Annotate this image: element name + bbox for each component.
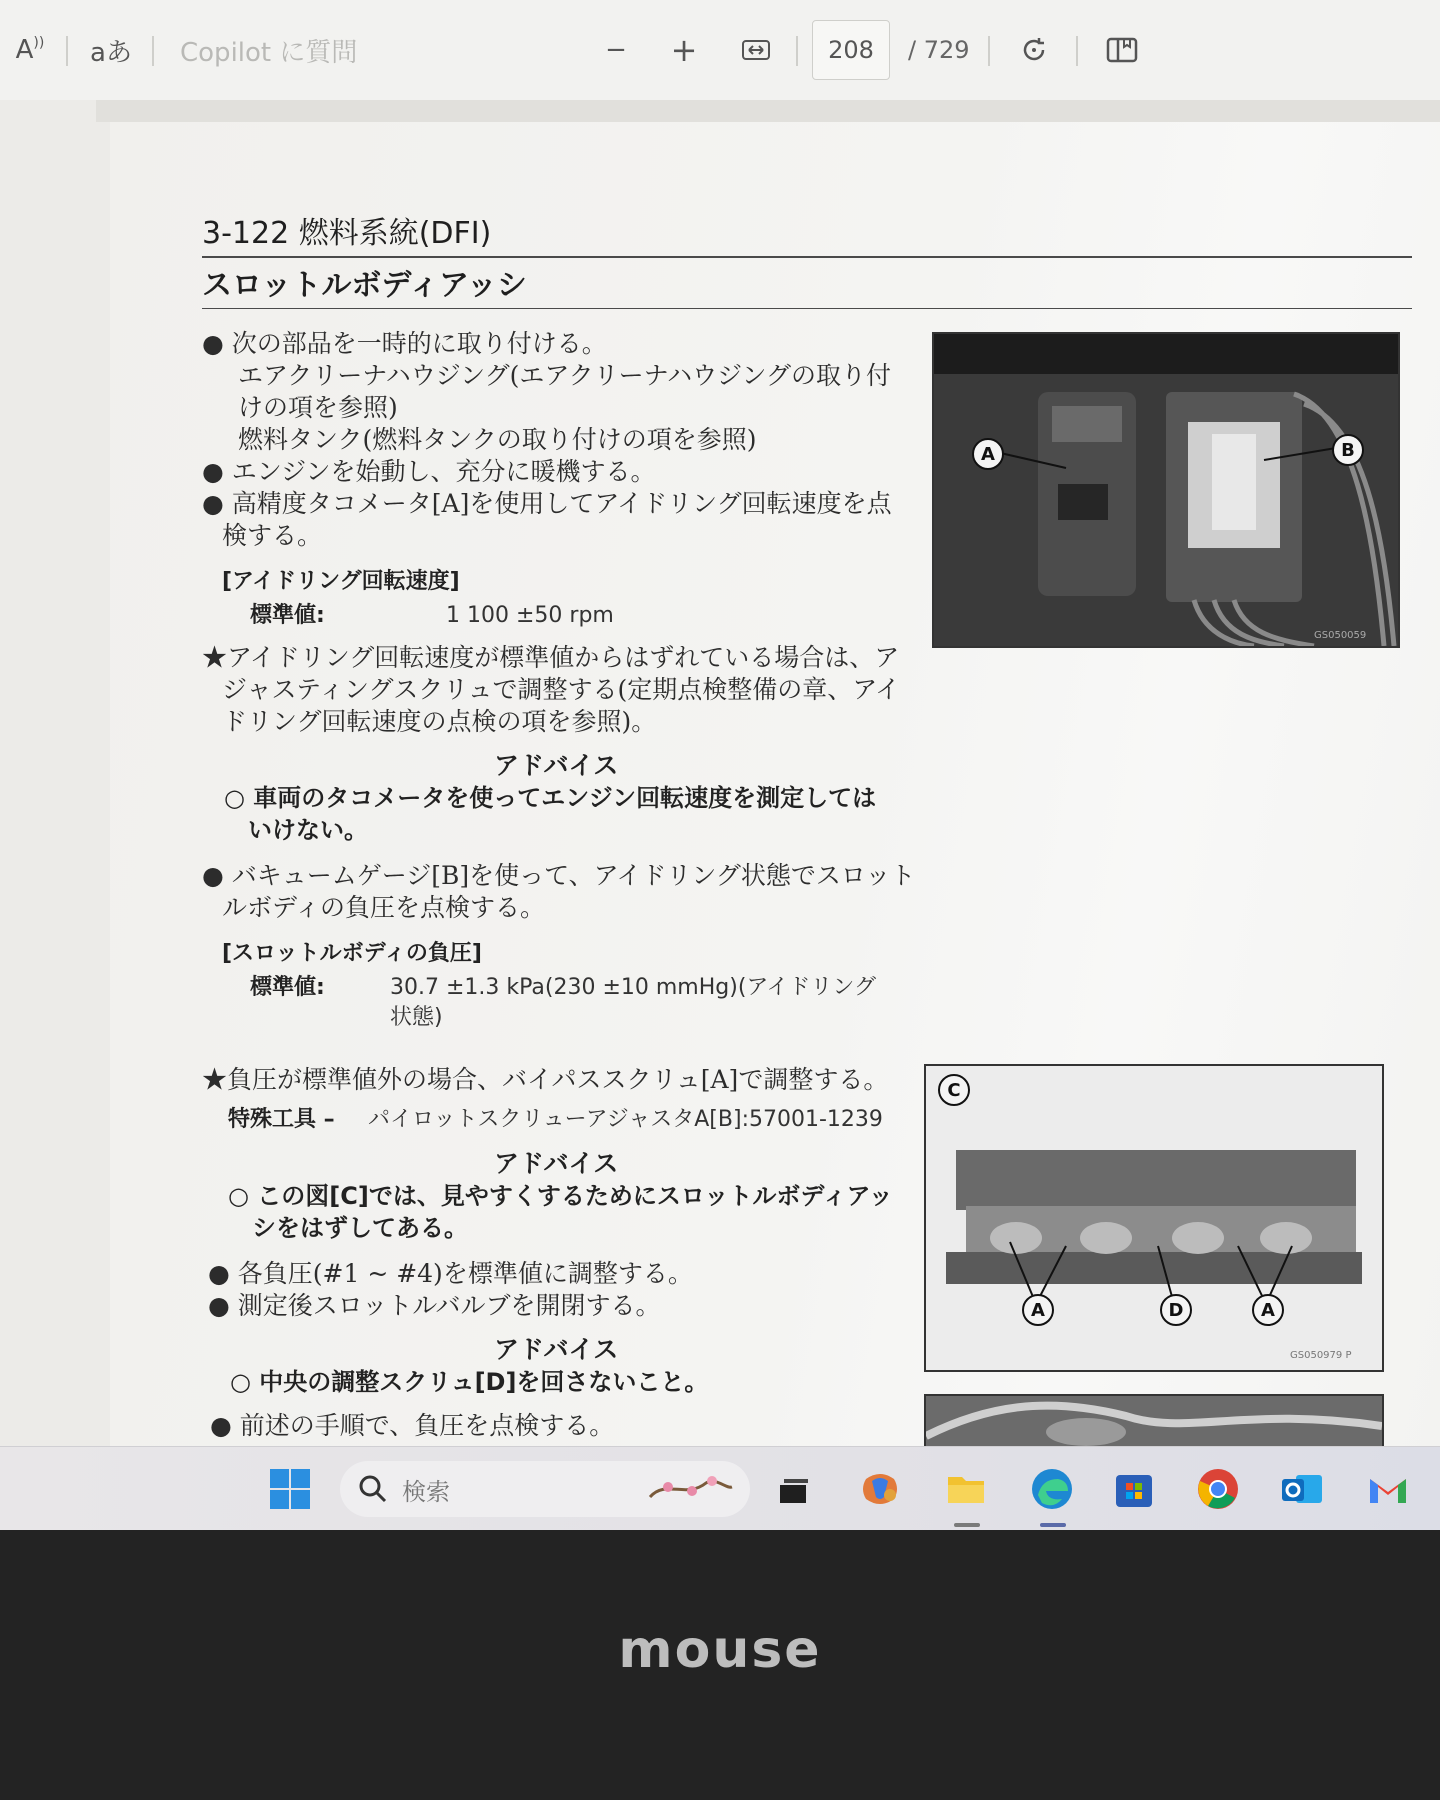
toolbar-divider: [152, 36, 154, 66]
start-button[interactable]: [266, 1465, 314, 1513]
advice-line: ○ この図[C]では、見やすくするためにスロットルボディアッ: [228, 1182, 893, 1210]
page-number-input[interactable]: 208: [812, 20, 890, 80]
text-options-button[interactable]: [86, 28, 136, 72]
text-line: 検する。: [222, 521, 323, 550]
text-line: ● 高精度タコメータ[A]を使用してアイドリング回転速度を点: [202, 489, 892, 518]
page-view-button[interactable]: [1100, 28, 1144, 72]
file-explorer-button[interactable]: [942, 1465, 990, 1513]
gmail-button[interactable]: [1364, 1465, 1412, 1513]
callout-label: B: [1332, 434, 1364, 466]
file-explorer-icon: [942, 1465, 990, 1513]
running-indicator: [954, 1523, 980, 1527]
task-view-button[interactable]: [770, 1465, 818, 1513]
text-line: ドリング回転速度の点検の項を参照)。: [222, 707, 657, 736]
copilot-icon: [856, 1465, 904, 1513]
zoom-in-button[interactable]: [664, 28, 704, 72]
search-placeholder: 検索: [402, 1477, 450, 1506]
plus-icon: +: [670, 31, 698, 69]
idle-speed-heading: [アイドリング回転速度]: [222, 569, 460, 594]
windows-start-icon: [266, 1465, 314, 1513]
figure-throttle-body: [924, 1064, 1384, 1372]
zoom-out-button[interactable]: [596, 28, 636, 72]
taskbar-search[interactable]: [340, 1461, 750, 1517]
advice-title: アドバイス: [494, 1335, 619, 1364]
vacuum-std-value-cont: 状態): [390, 1005, 443, 1030]
section-rule: [202, 308, 1412, 309]
taskbar: [0, 1446, 1440, 1531]
search-icon: [358, 1474, 388, 1504]
vacuum-std-label: 標準値:: [250, 975, 325, 1000]
advice-line: シをはずしてある。: [252, 1214, 468, 1242]
store-button[interactable]: [1110, 1465, 1158, 1513]
text-line: ● 各負圧(#1 ~ #4)を標準値に調整する。: [208, 1259, 693, 1288]
figure-code: GS050059: [1314, 630, 1367, 641]
text-line: 燃料タンク(燃料タンクの取り付けの項を参照): [238, 425, 757, 454]
figure-code: GS050979 P: [1290, 1350, 1352, 1361]
edge-icon: [1028, 1465, 1076, 1513]
gmail-icon: [1364, 1465, 1412, 1513]
outlook-button[interactable]: [1278, 1465, 1326, 1513]
text-line: ● 測定後スロットルバルブを開閉する。: [208, 1291, 661, 1320]
page-view-icon: [1106, 37, 1138, 63]
callout-label: D: [1160, 1294, 1192, 1326]
page-total: / 729: [908, 36, 970, 64]
header-rule: [202, 256, 1412, 258]
idle-std-label: 標準値:: [250, 603, 325, 628]
rotate-button[interactable]: [1012, 28, 1056, 72]
callout-label: A: [1252, 1294, 1284, 1326]
section-title: スロットルボディアッシ: [202, 268, 527, 303]
advice-line: ○ 中央の調整スクリュ[D]を回さないこと。: [230, 1368, 709, 1396]
text-line: ● 前述の手順で、負圧を点検する。: [210, 1411, 615, 1440]
toolbar-divider: [988, 36, 990, 66]
callout-label: A: [972, 438, 1004, 470]
widgets-icon: [646, 1469, 736, 1509]
figure-2-illustration: [926, 1066, 1382, 1370]
advice-line: ○ 車両のタコメータを使ってエンジン回転速度を測定しては: [224, 784, 877, 812]
advice-title: アドバイス: [494, 1149, 619, 1178]
outlook-icon: [1278, 1465, 1326, 1513]
store-icon: [1110, 1465, 1158, 1513]
fit-width-icon: [741, 38, 771, 62]
toolbar-divider: [66, 36, 68, 66]
special-tool-value: パイロットスクリューアジャスタA[B]:57001-1239: [368, 1107, 883, 1132]
fit-width-button[interactable]: [736, 28, 776, 72]
text-line: ★アイドリング回転速度が標準値からはずれている場合は、ア: [202, 643, 900, 672]
text-line: ● エンジンを始動し、充分に暖機する。: [202, 457, 656, 486]
text-line: ★負圧が標準値外の場合、バイパススクリュ[A]で調整する。: [202, 1065, 889, 1094]
pdf-page: [110, 122, 1440, 1446]
vacuum-heading: [スロットルボディの負圧]: [222, 941, 482, 966]
edge-button[interactable]: [1028, 1465, 1076, 1513]
page-header: 3-122 燃料系統(DFI): [202, 216, 492, 251]
advice-line: いけない。: [248, 816, 368, 844]
text-line: ● バキュームゲージ[B]を使って、アイドリング状態でスロット: [202, 861, 916, 890]
page-top-edge: [96, 100, 1440, 122]
figure-1-illustration: [934, 334, 1398, 646]
laptop-brand-logo: mouse: [618, 1620, 822, 1680]
callout-label: C: [938, 1074, 970, 1106]
vacuum-std-value: 30.7 ±1.3 kPa(230 ±10 mmHg)(アイドリング: [390, 975, 876, 1000]
minus-icon: −: [605, 35, 627, 65]
task-view-icon: [770, 1465, 818, 1513]
text-line: ジャスティングスクリュで調整する(定期点検整備の章、アイ: [222, 675, 901, 704]
text-line: ● 次の部品を一時的に取り付ける。: [202, 329, 607, 358]
read-aloud-button[interactable]: A )): [15, 35, 45, 65]
idle-std-value: 1 100 ±50 rpm: [446, 603, 614, 628]
toolbar-divider: [1076, 36, 1078, 66]
text-line: けの項を参照): [238, 393, 398, 422]
text-line: エアクリーナハウジング(エアクリーナハウジングの取り付: [238, 361, 892, 390]
rotate-icon: [1019, 35, 1049, 65]
text-options-icon: aあ: [90, 37, 132, 68]
active-indicator: [1040, 1523, 1066, 1527]
read-aloud-icon: A: [15, 35, 34, 65]
callout-label: A: [1022, 1294, 1054, 1326]
chrome-button[interactable]: [1194, 1465, 1242, 1513]
figure-tachometer-vacuum-gauge: [932, 332, 1400, 648]
text-line: ルボディの負圧を点検する。: [222, 893, 546, 922]
special-tool-label: 特殊工具 –: [228, 1107, 335, 1132]
copilot-button[interactable]: [856, 1465, 904, 1513]
pdf-toolbar: [0, 0, 1440, 101]
toolbar-divider: [796, 36, 798, 66]
copilot-ask-button[interactable]: Copilot に質問: [180, 37, 358, 68]
chrome-icon: [1194, 1465, 1242, 1513]
advice-title: アドバイス: [494, 751, 619, 780]
